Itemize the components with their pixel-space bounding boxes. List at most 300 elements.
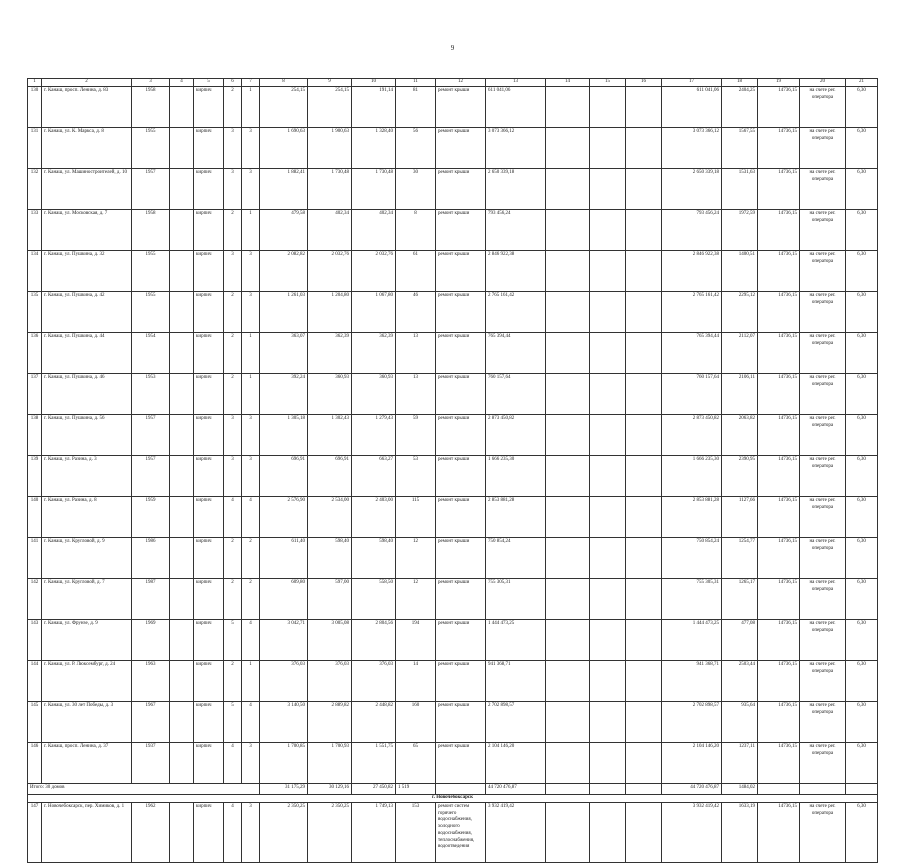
specific-cost-cell: 1254,77 [722,538,758,579]
total-cost-fund: 44 720 476,87 [662,784,722,795]
area-living-cell: 1 328,40 [352,128,396,169]
empty-cell [546,251,590,292]
residents-cell: 194 [396,620,436,661]
empty-cell [590,538,626,579]
material-cell: кирпич [194,292,224,333]
empty-cell [170,210,194,251]
area-living-cell: 2 804,56 [352,620,396,661]
year-cell: 1955 [132,128,170,169]
material-cell: кирпич [194,128,224,169]
row-number: 136 [28,333,42,374]
residents-cell: 13 [396,374,436,415]
fund-method-cell: на счете рег. оператора [800,702,846,743]
term-cell: 6,30 [846,743,878,784]
residents-cell: 65 [396,743,436,784]
empty-cell [590,743,626,784]
cost-cell: 760 157,64 [486,374,546,415]
work-type-cell: ремонт крыши [436,374,486,415]
area-total-cell: 609,80 [260,579,308,620]
area-total-cell: 1 690,63 [260,128,308,169]
empty-cell [546,579,590,620]
cost-fund-cell: 611 041,06 [662,87,722,128]
empty-cell [626,128,662,169]
cost-fund-cell: 2 765 161,42 [662,292,722,333]
area-living-cell: 1 730,48 [352,169,396,210]
year-cell: 1987 [132,579,170,620]
empty-cell [170,251,194,292]
specific-cost-cell: 1633,19 [722,802,758,862]
area-cell: 1 900,63 [308,128,352,169]
table-row [28,661,878,702]
empty-cell [626,538,662,579]
limit-cost-cell: 14736,15 [758,497,800,538]
empty-cell [590,620,626,661]
empty-cell [546,538,590,579]
material-cell: кирпич [194,210,224,251]
total-cost: 44 720 476,87 [486,784,546,795]
floors-cell: 2 [224,538,242,579]
area-total-cell: 3 042,71 [260,620,308,661]
year-cell: 1967 [132,702,170,743]
area-living-cell: 2 448,82 [352,702,396,743]
area-cell: 2 350,25 [308,802,352,862]
row-number: 139 [28,456,42,497]
specific-cost-cell: 1237,11 [722,743,758,784]
entrances-cell: 1 [242,374,260,415]
area-cell: 597,00 [308,579,352,620]
material-cell: кирпич [194,620,224,661]
empty-cell [546,702,590,743]
cost-cell: 2 765 161,42 [486,292,546,333]
residents-cell: 12 [396,579,436,620]
year-cell: 1954 [132,333,170,374]
term-cell: 6,30 [846,456,878,497]
year-cell: 1969 [132,620,170,661]
table-row [28,802,878,862]
residents-cell: 30 [396,169,436,210]
empty-cell [626,702,662,743]
cost-cell: 2 846 922,38 [486,251,546,292]
cost-fund-cell: 755 305,31 [662,579,722,620]
entrances-cell: 1 [242,210,260,251]
fund-method-cell: на счете рег. оператора [800,497,846,538]
col-num: 12 [436,79,486,87]
empty-cell [626,743,662,784]
area-living-cell: 598,40 [352,538,396,579]
column-numbers-row [28,79,878,87]
area-cell: 376,03 [308,661,352,702]
cost-fund-cell: 2 650 339,18 [662,169,722,210]
empty-cell [546,374,590,415]
area-living-cell: 2 032,76 [352,251,396,292]
empty-cell [590,802,626,862]
area-total-cell: 1 261,03 [260,292,308,333]
term-cell: 6,30 [846,538,878,579]
area-living-cell: 1 749,13 [352,802,396,862]
total-residents: 1 519 [396,784,436,795]
empty-cell [170,415,194,456]
residents-cell: 46 [396,292,436,333]
cost-fund-cell: 793 456,24 [662,210,722,251]
entrances-cell: 3 [242,169,260,210]
work-type-cell: ремонт крыши [436,538,486,579]
table-row [28,169,878,210]
cost-cell: 2 873 450,82 [486,415,546,456]
col-num: 9 [308,79,352,87]
year-cell: 1959 [132,497,170,538]
floors-cell: 3 [224,128,242,169]
address-cell: г. Новочебоксарск, пер. Химиков, д. 1 [42,802,132,862]
residents-cell: 14 [396,661,436,702]
limit-cost-cell: 14736,15 [758,743,800,784]
col-num: 10 [352,79,396,87]
limit-cost-cell: 14736,15 [758,802,800,862]
area-living-cell: 360,93 [352,374,396,415]
row-number: 147 [28,802,42,862]
residents-cell: 81 [396,87,436,128]
col-num: 8 [260,79,308,87]
row-number: 130 [28,87,42,128]
empty-cell [546,620,590,661]
area-living-cell: 1 067,80 [352,292,396,333]
limit-cost-cell: 14736,15 [758,415,800,456]
entrances-cell: 1 [242,333,260,374]
limit-cost-cell: 14736,15 [758,579,800,620]
limit-cost-cell: 14736,15 [758,620,800,661]
row-number: 131 [28,128,42,169]
address-cell: г. Канаш, ул. Кругловой, д. 7 [42,579,132,620]
term-cell: 6,30 [846,620,878,661]
col-num: 18 [722,79,758,87]
material-cell: кирпич [194,87,224,128]
empty-cell [846,784,878,795]
cost-cell: 750 854,24 [486,538,546,579]
empty-cell [546,743,590,784]
year-cell: 1962 [132,802,170,862]
col-num: 20 [800,79,846,87]
floors-cell: 5 [224,620,242,661]
total-specific-cost: 1484,02 [722,784,758,795]
table-row [28,702,878,743]
area-living-cell: 362,39 [352,333,396,374]
material-cell: кирпич [194,251,224,292]
col-num: 17 [662,79,722,87]
row-number: 145 [28,702,42,743]
col-num: 21 [846,79,878,87]
row-number: 144 [28,661,42,702]
area-living-cell: 2 403,00 [352,497,396,538]
row-number: 134 [28,251,42,292]
row-number: 142 [28,579,42,620]
empty-cell [546,333,590,374]
fund-method-cell: на счете рег. оператора [800,456,846,497]
specific-cost-cell: 2295,12 [722,292,758,333]
empty-cell [590,169,626,210]
empty-cell [590,128,626,169]
cost-fund-cell: 2 873 450,82 [662,415,722,456]
address-cell: г. Канаш, ул. Пушкина, д. 56 [42,415,132,456]
fund-method-cell: на счете рег. оператора [800,87,846,128]
work-type-cell: ремонт крыши [436,497,486,538]
empty-cell [546,169,590,210]
empty-cell [626,333,662,374]
empty-cell [170,620,194,661]
table-row [28,128,878,169]
fund-method-cell: на счете рег. оператора [800,743,846,784]
residents-cell: 12 [396,538,436,579]
floors-cell: 4 [224,743,242,784]
term-cell: 6,30 [846,661,878,702]
fund-method-cell: на счете рег. оператора [800,661,846,702]
area-cell: 1 730,48 [308,169,352,210]
specific-cost-cell: 1531,63 [722,169,758,210]
work-type-cell: ремонт крыши [436,333,486,374]
table-row [28,456,878,497]
limit-cost-cell: 14736,15 [758,374,800,415]
floors-cell: 5 [224,702,242,743]
cost-fund-cell: 760 157,64 [662,374,722,415]
entrances-cell: 2 [242,538,260,579]
area-total-cell: 2 576,90 [260,497,308,538]
cost-fund-cell: 3 932 419,42 [662,802,722,862]
row-number: 141 [28,538,42,579]
work-type-cell: ремонт крыши [436,579,486,620]
area-total-cell: 611,40 [260,538,308,579]
empty-cell [546,292,590,333]
material-cell: кирпич [194,743,224,784]
empty-cell [590,210,626,251]
area-living-cell: 1 279,43 [352,415,396,456]
floors-cell: 3 [224,415,242,456]
area-total-cell: 1 882,41 [260,169,308,210]
empty-cell [170,579,194,620]
empty-cell [436,784,486,795]
floors-cell: 2 [224,661,242,702]
cost-cell: 1 444 473,25 [486,620,546,661]
term-cell: 6,30 [846,251,878,292]
year-cell: 1957 [132,415,170,456]
work-type-cell: ремонт крыши [436,292,486,333]
address-cell: г. Канаш, ул. Машиностроителей, д. 10 [42,169,132,210]
specific-cost-cell: 1265,17 [722,579,758,620]
residents-cell: 115 [396,497,436,538]
cost-fund-cell: 1 666 235,30 [662,456,722,497]
table-row [28,292,878,333]
area-total-cell: 2 082,82 [260,251,308,292]
address-cell: г. Канаш, ул. Р. Люксембург, д. 24 [42,661,132,702]
area-cell: 1 204,80 [308,292,352,333]
area-total-cell: 696,91 [260,456,308,497]
table-row [28,743,878,784]
work-type-cell: ремонт крыши [436,87,486,128]
specific-cost-cell: 1127,66 [722,497,758,538]
empty-cell [170,802,194,862]
row-number: 146 [28,743,42,784]
area-living-cell: 191,14 [352,87,396,128]
empty-cell [170,538,194,579]
floors-cell: 3 [224,456,242,497]
row-number: 138 [28,415,42,456]
material-cell: кирпич [194,374,224,415]
term-cell: 6,30 [846,579,878,620]
empty-cell [626,497,662,538]
entrances-cell: 2 [242,579,260,620]
cost-cell: 793 456,24 [486,210,546,251]
cost-cell: 1 666 235,30 [486,456,546,497]
col-num: 19 [758,79,800,87]
address-cell: г. Канаш, ул. Разина, д. 8 [42,497,132,538]
limit-cost-cell: 14736,15 [758,169,800,210]
total-area-living: 27 450,82 [352,784,396,795]
address-cell: г. Канаш, ул. К. Маркса, д. 8 [42,128,132,169]
year-cell: 1957 [132,169,170,210]
table-row [28,620,878,661]
empty-cell [626,456,662,497]
cost-cell: 755 305,31 [486,579,546,620]
material-cell: кирпич [194,661,224,702]
residents-cell: 53 [396,456,436,497]
specific-cost-cell: 477,08 [722,620,758,661]
specific-cost-cell: 2112,07 [722,333,758,374]
table-row [28,415,878,456]
register-table [27,78,878,863]
empty-cell [590,251,626,292]
empty-cell [546,210,590,251]
residents-cell: 160 [396,702,436,743]
col-num: 5 [194,79,224,87]
table-row [28,579,878,620]
floors-cell: 2 [224,87,242,128]
col-num: 6 [224,79,242,87]
fund-method-cell: на счете рег. оператора [800,333,846,374]
work-type-cell: ремонт крыши [436,702,486,743]
empty-cell [626,87,662,128]
floors-cell: 2 [224,579,242,620]
empty-cell [590,579,626,620]
address-cell: г. Канаш, ул. Фрунзе, д. 9 [42,620,132,661]
residents-cell: 56 [396,128,436,169]
area-living-cell: 1 551,75 [352,743,396,784]
entrances-cell: 3 [242,415,260,456]
cost-fund-cell: 1 444 473,25 [662,620,722,661]
cost-fund-cell: 2 104 146,20 [662,743,722,784]
address-cell: г. Канаш, ул. Московская, д. 7 [42,210,132,251]
term-cell: 6,30 [846,210,878,251]
cost-cell: 2 853 881,28 [486,497,546,538]
empty-cell [800,784,846,795]
entrances-cell: 1 [242,661,260,702]
empty-cell [590,497,626,538]
residents-cell: 153 [396,802,436,862]
material-cell: кирпич [194,497,224,538]
limit-cost-cell: 14736,15 [758,538,800,579]
address-cell: г. Канаш, ул. Кругловой, д. 9 [42,538,132,579]
row-number: 133 [28,210,42,251]
area-total-cell: 2 350,25 [260,802,308,862]
work-type-cell: ремонт систем горячего водоснабжения, холодного водоснабжения, теплоснабжения, водоотведения [436,802,486,862]
area-cell: 2 534,00 [308,497,352,538]
specific-cost-cell: 1567,55 [722,128,758,169]
empty-cell [590,456,626,497]
empty-cell [170,333,194,374]
empty-cell [626,210,662,251]
empty-cell [546,802,590,862]
empty-cell [170,128,194,169]
city-heading-row [28,795,878,803]
cost-fund-cell: 765 394,44 [662,333,722,374]
entrances-cell: 1 [242,87,260,128]
year-cell: 1955 [132,251,170,292]
fund-method-cell: на счете рег. оператора [800,579,846,620]
work-type-cell: ремонт крыши [436,661,486,702]
term-cell: 6,30 [846,702,878,743]
area-cell: 2 032,76 [308,251,352,292]
table-row [28,333,878,374]
area-cell: 360,93 [308,374,352,415]
cost-fund-cell: 941 368,71 [662,661,722,702]
empty-cell [626,579,662,620]
limit-cost-cell: 14736,15 [758,251,800,292]
specific-cost-cell: 935,64 [722,702,758,743]
empty-cell [626,661,662,702]
limit-cost-cell: 14736,15 [758,87,800,128]
col-num: 14 [546,79,590,87]
cost-cell: 2 650 339,18 [486,169,546,210]
address-cell: г. Канаш, ул. Разина, д. 3 [42,456,132,497]
empty-cell [546,784,590,795]
material-cell: кирпич [194,579,224,620]
term-cell: 6,30 [846,333,878,374]
fund-method-cell: на счете рег. оператора [800,169,846,210]
specific-cost-cell: 2390,95 [722,456,758,497]
residents-cell: 59 [396,415,436,456]
row-number: 140 [28,497,42,538]
total-area: 31 175,29 [260,784,308,795]
empty-cell [170,292,194,333]
year-cell: 1953 [132,374,170,415]
year-cell: 1986 [132,538,170,579]
fund-method-cell: на счете рег. оператора [800,210,846,251]
limit-cost-cell: 14736,15 [758,333,800,374]
empty-cell [590,784,626,795]
term-cell: 6,30 [846,374,878,415]
col-num: 13 [486,79,546,87]
entrances-cell: 4 [242,497,260,538]
cost-fund-cell: 750 854,24 [662,538,722,579]
empty-cell [590,661,626,702]
year-cell: 1963 [132,661,170,702]
floors-cell: 2 [224,210,242,251]
specific-cost-cell: 1400,51 [722,251,758,292]
entrances-cell: 3 [242,292,260,333]
area-cell: 1 700,93 [308,743,352,784]
empty-cell [590,702,626,743]
empty-cell [546,87,590,128]
limit-cost-cell: 14736,15 [758,456,800,497]
cost-cell: 611 041,06 [486,87,546,128]
empty-cell [546,415,590,456]
address-cell: г. Канаш, ул. Пушкина, д. 44 [42,333,132,374]
empty-cell [546,497,590,538]
material-cell: кирпич [194,333,224,374]
table-row [28,538,878,579]
empty-cell [170,497,194,538]
year-cell: 1957 [132,456,170,497]
address-cell: г. Канаш, ул. Пушкина, д. 32 [42,251,132,292]
residents-cell: 8 [396,210,436,251]
empty-cell [170,661,194,702]
term-cell: 6,30 [846,87,878,128]
